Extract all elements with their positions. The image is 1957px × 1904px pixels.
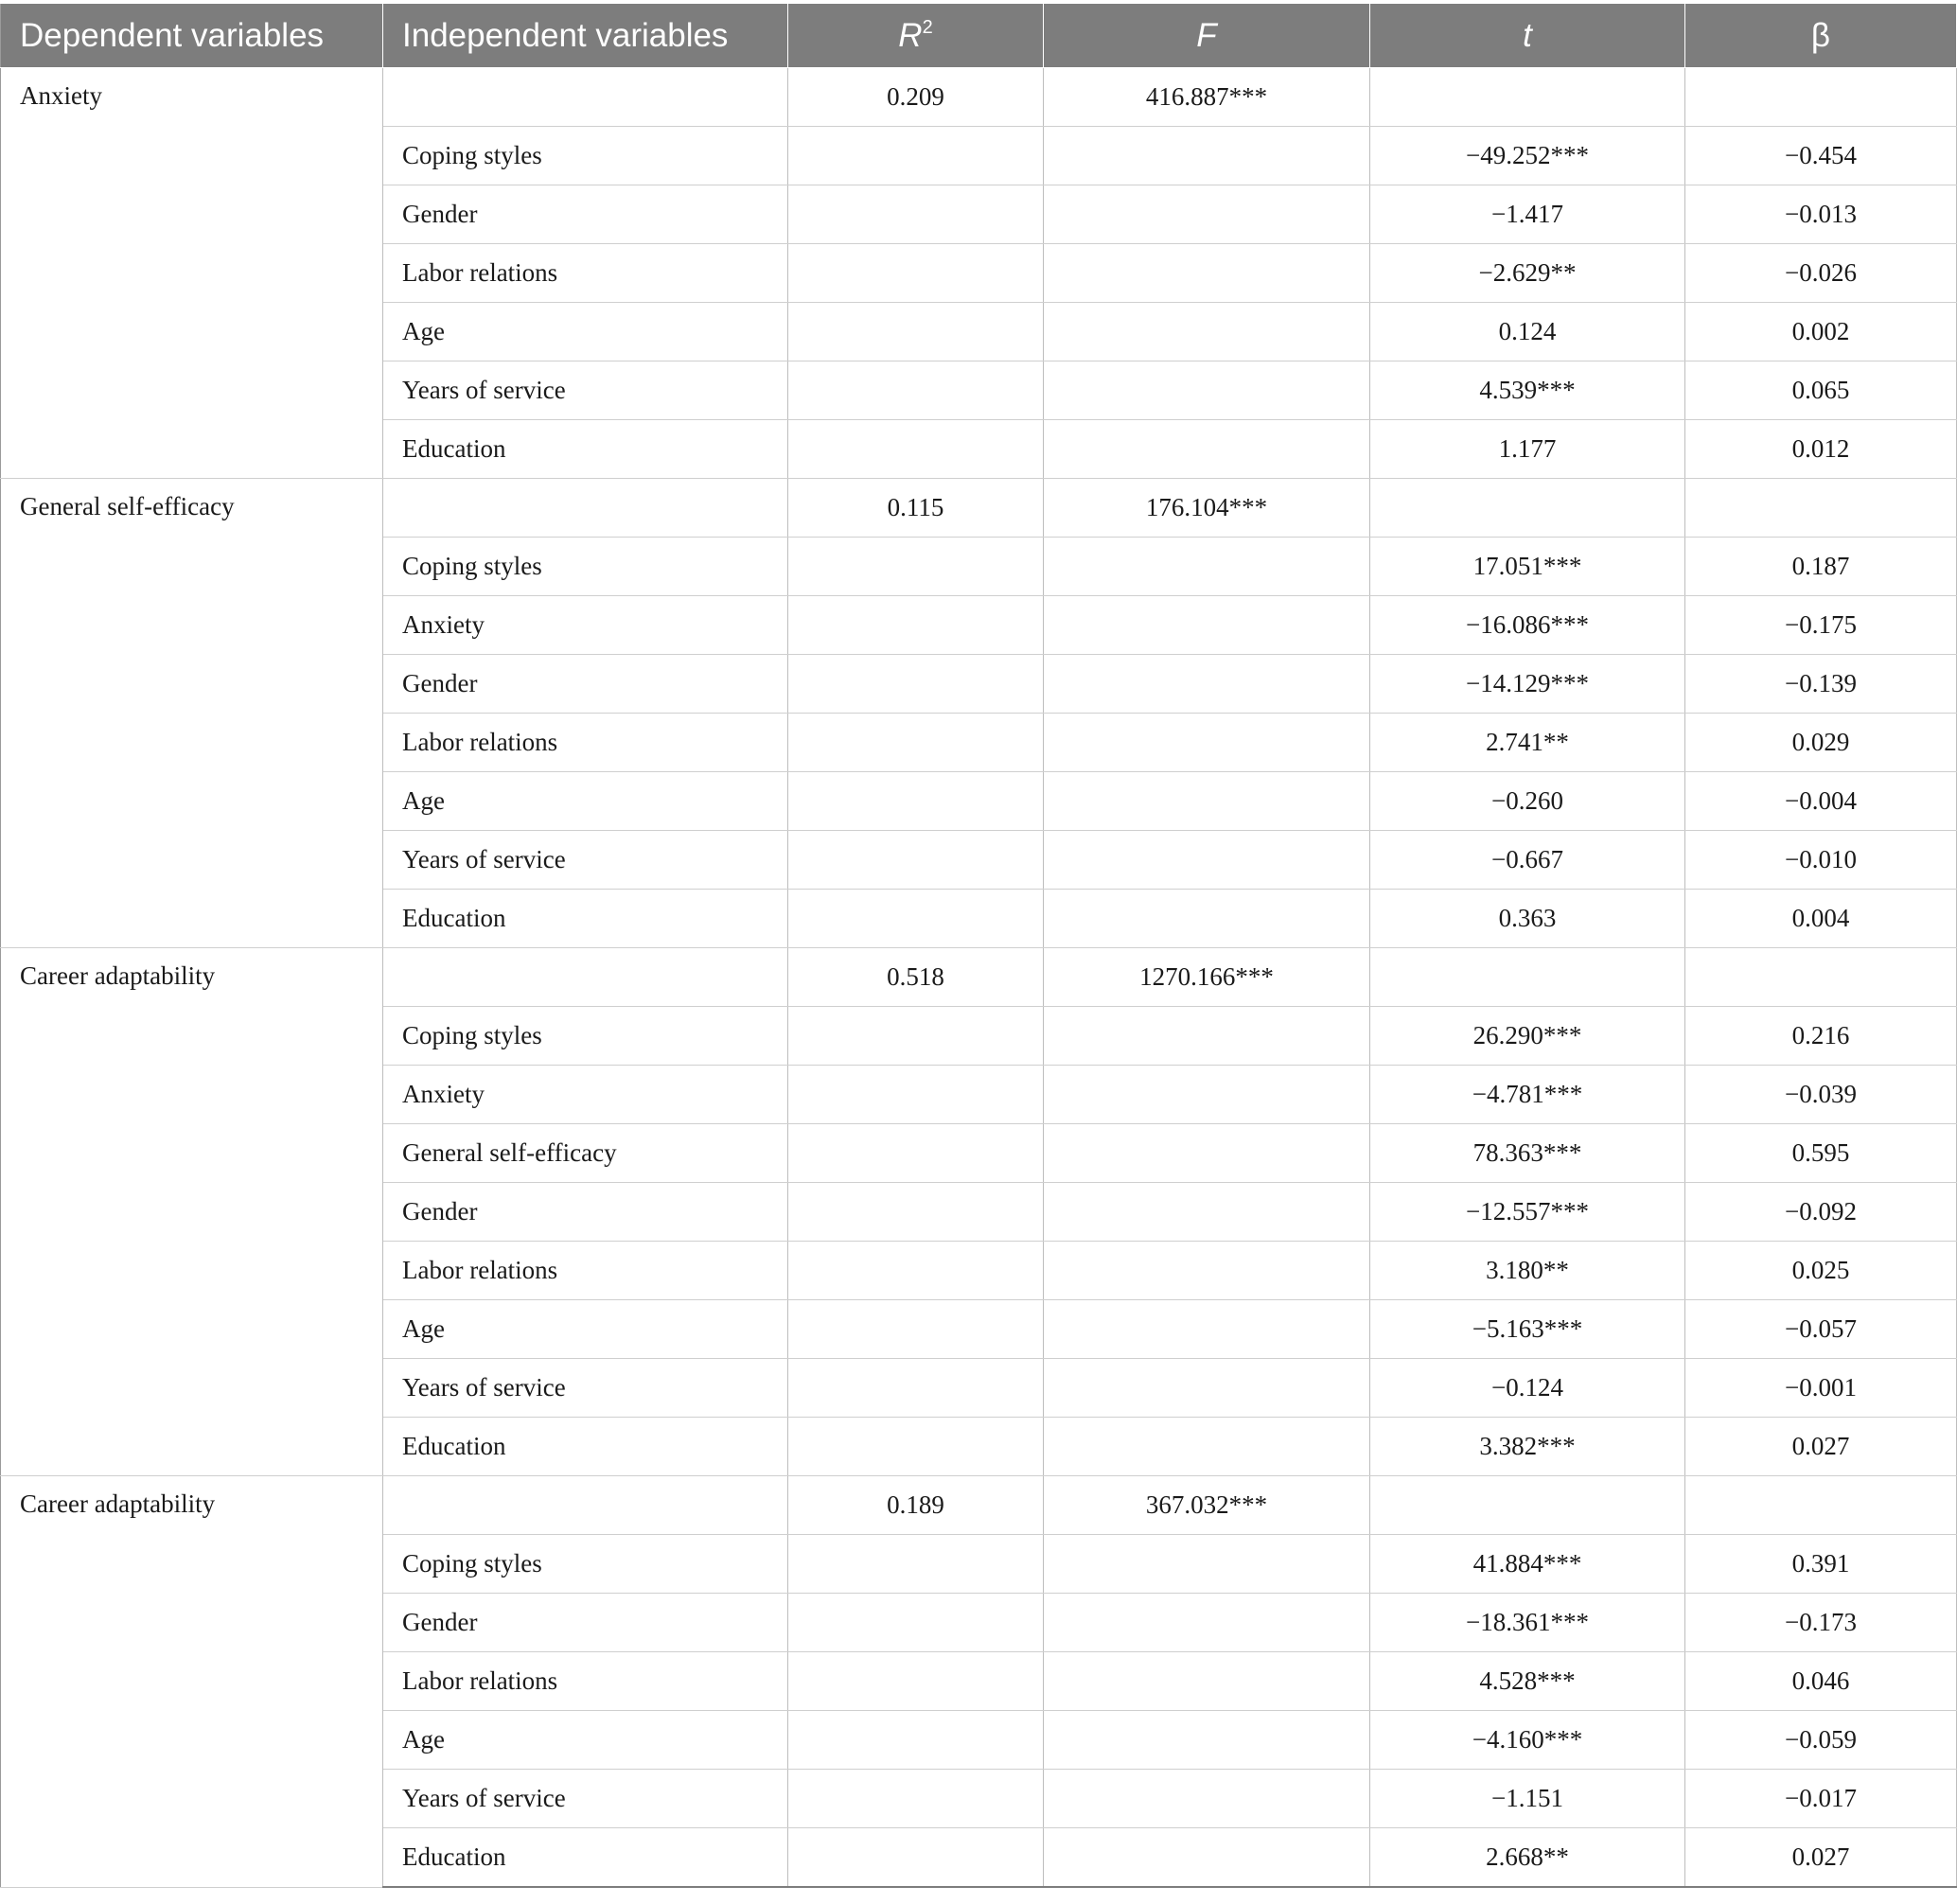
r2-cell bbox=[788, 655, 1044, 714]
t-cell: −14.129*** bbox=[1370, 655, 1685, 714]
dependent-variable-cell: Career adaptability bbox=[1, 948, 383, 1476]
f-cell bbox=[1044, 655, 1370, 714]
t-cell: 4.539*** bbox=[1370, 361, 1685, 420]
f-cell bbox=[1044, 420, 1370, 479]
f-cell: 176.104*** bbox=[1044, 479, 1370, 538]
beta-cell: 0.029 bbox=[1685, 714, 1957, 772]
r2-cell bbox=[788, 890, 1044, 948]
independent-variable-cell: Gender bbox=[383, 1183, 788, 1242]
beta-cell: −0.057 bbox=[1685, 1300, 1957, 1359]
r2-cell bbox=[788, 1828, 1044, 1888]
header-beta: β bbox=[1685, 4, 1957, 68]
t-cell: −0.667 bbox=[1370, 831, 1685, 890]
f-cell bbox=[1044, 185, 1370, 244]
beta-cell: −0.017 bbox=[1685, 1770, 1957, 1828]
dependent-variable-cell: General self-efficacy bbox=[1, 479, 383, 948]
beta-cell: −0.001 bbox=[1685, 1359, 1957, 1418]
beta-cell: 0.027 bbox=[1685, 1418, 1957, 1476]
t-cell: −16.086*** bbox=[1370, 596, 1685, 655]
independent-variable-cell: Age bbox=[383, 1711, 788, 1770]
independent-variable-cell: Education bbox=[383, 1418, 788, 1476]
r2-cell bbox=[788, 538, 1044, 596]
t-cell: −49.252*** bbox=[1370, 127, 1685, 185]
f-cell bbox=[1044, 1711, 1370, 1770]
t-cell: −0.124 bbox=[1370, 1359, 1685, 1418]
independent-variable-cell: Gender bbox=[383, 185, 788, 244]
table-body bbox=[1, 68, 1957, 1888]
t-cell bbox=[1370, 1476, 1685, 1535]
t-cell: 3.382*** bbox=[1370, 1418, 1685, 1476]
f-cell: 416.887*** bbox=[1044, 68, 1370, 127]
r2-cell bbox=[788, 1124, 1044, 1183]
independent-variable-cell: Gender bbox=[383, 655, 788, 714]
table-row bbox=[1, 1476, 1957, 1535]
t-cell: −0.260 bbox=[1370, 772, 1685, 831]
t-cell: 1.177 bbox=[1370, 420, 1685, 479]
table-row bbox=[1, 948, 1957, 1007]
beta-cell bbox=[1685, 948, 1957, 1007]
t-cell: 41.884*** bbox=[1370, 1535, 1685, 1594]
independent-variable-cell bbox=[383, 948, 788, 1007]
r2-cell bbox=[788, 1594, 1044, 1652]
r2-cell bbox=[788, 1007, 1044, 1066]
r2-cell bbox=[788, 303, 1044, 361]
beta-cell: −0.175 bbox=[1685, 596, 1957, 655]
t-cell: 78.363*** bbox=[1370, 1124, 1685, 1183]
t-cell bbox=[1370, 948, 1685, 1007]
r2-cell: 0.189 bbox=[788, 1476, 1044, 1535]
r2-cell bbox=[788, 1418, 1044, 1476]
f-cell bbox=[1044, 1418, 1370, 1476]
independent-variable-cell: Years of service bbox=[383, 1359, 788, 1418]
r2-cell bbox=[788, 244, 1044, 303]
beta-cell: −0.026 bbox=[1685, 244, 1957, 303]
r2-cell bbox=[788, 1770, 1044, 1828]
beta-cell bbox=[1685, 68, 1957, 127]
beta-cell: −0.013 bbox=[1685, 185, 1957, 244]
f-cell bbox=[1044, 1242, 1370, 1300]
independent-variable-cell: Education bbox=[383, 890, 788, 948]
r2-cell: 0.518 bbox=[788, 948, 1044, 1007]
independent-variable-cell: Gender bbox=[383, 1594, 788, 1652]
independent-variable-cell: Coping styles bbox=[383, 1535, 788, 1594]
independent-variable-cell: Coping styles bbox=[383, 538, 788, 596]
independent-variable-cell: Age bbox=[383, 1300, 788, 1359]
beta-cell: −0.173 bbox=[1685, 1594, 1957, 1652]
f-cell bbox=[1044, 1770, 1370, 1828]
header-independent: Independent variables bbox=[383, 4, 788, 68]
f-cell: 1270.166*** bbox=[1044, 948, 1370, 1007]
beta-cell: 0.046 bbox=[1685, 1652, 1957, 1711]
r2-cell bbox=[788, 127, 1044, 185]
f-cell bbox=[1044, 1652, 1370, 1711]
independent-variable-cell: Age bbox=[383, 303, 788, 361]
header-r2 bbox=[788, 4, 1044, 68]
r2-cell bbox=[788, 1066, 1044, 1124]
header-r2-sup: 2 bbox=[922, 16, 933, 38]
f-cell bbox=[1044, 1124, 1370, 1183]
beta-cell: 0.065 bbox=[1685, 361, 1957, 420]
beta-cell: 0.391 bbox=[1685, 1535, 1957, 1594]
independent-variable-cell bbox=[383, 1476, 788, 1535]
beta-cell: 0.595 bbox=[1685, 1124, 1957, 1183]
table-row bbox=[1, 479, 1957, 538]
t-cell: 2.668** bbox=[1370, 1828, 1685, 1888]
dependent-variable-cell: Anxiety bbox=[1, 68, 383, 479]
r2-cell bbox=[788, 1535, 1044, 1594]
t-cell: −4.781*** bbox=[1370, 1066, 1685, 1124]
header-r2-base: R bbox=[898, 16, 923, 54]
independent-variable-cell: Years of service bbox=[383, 361, 788, 420]
independent-variable-cell: Labor relations bbox=[383, 1652, 788, 1711]
f-cell: 367.032*** bbox=[1044, 1476, 1370, 1535]
independent-variable-cell: Years of service bbox=[383, 831, 788, 890]
r2-cell bbox=[788, 1652, 1044, 1711]
beta-cell: −0.139 bbox=[1685, 655, 1957, 714]
dependent-variable-cell: Career adaptability bbox=[1, 1476, 383, 1888]
independent-variable-cell bbox=[383, 68, 788, 127]
t-cell: −12.557*** bbox=[1370, 1183, 1685, 1242]
beta-cell bbox=[1685, 479, 1957, 538]
beta-cell: 0.216 bbox=[1685, 1007, 1957, 1066]
f-cell bbox=[1044, 361, 1370, 420]
beta-cell: 0.025 bbox=[1685, 1242, 1957, 1300]
f-cell bbox=[1044, 1828, 1370, 1888]
independent-variable-cell: Labor relations bbox=[383, 244, 788, 303]
f-cell bbox=[1044, 1300, 1370, 1359]
f-cell bbox=[1044, 244, 1370, 303]
t-cell: 17.051*** bbox=[1370, 538, 1685, 596]
independent-variable-cell: Anxiety bbox=[383, 596, 788, 655]
r2-cell bbox=[788, 420, 1044, 479]
header-row bbox=[1, 4, 1957, 68]
t-cell: −1.151 bbox=[1370, 1770, 1685, 1828]
f-cell bbox=[1044, 127, 1370, 185]
independent-variable-cell: Labor relations bbox=[383, 1242, 788, 1300]
independent-variable-cell: Education bbox=[383, 420, 788, 479]
independent-variable-cell: Labor relations bbox=[383, 714, 788, 772]
f-cell bbox=[1044, 1359, 1370, 1418]
beta-cell: −0.004 bbox=[1685, 772, 1957, 831]
beta-cell: −0.092 bbox=[1685, 1183, 1957, 1242]
t-cell: −1.417 bbox=[1370, 185, 1685, 244]
r2-cell bbox=[788, 1300, 1044, 1359]
independent-variable-cell: Age bbox=[383, 772, 788, 831]
regression-table bbox=[0, 4, 1957, 1888]
f-cell bbox=[1044, 1535, 1370, 1594]
r2-cell bbox=[788, 596, 1044, 655]
f-cell bbox=[1044, 1183, 1370, 1242]
r2-cell bbox=[788, 361, 1044, 420]
t-cell: 3.180** bbox=[1370, 1242, 1685, 1300]
t-cell bbox=[1370, 68, 1685, 127]
f-cell bbox=[1044, 538, 1370, 596]
independent-variable-cell: General self-efficacy bbox=[383, 1124, 788, 1183]
independent-variable-cell: Anxiety bbox=[383, 1066, 788, 1124]
table-header bbox=[1, 4, 1957, 68]
t-cell: 0.363 bbox=[1370, 890, 1685, 948]
r2-cell bbox=[788, 772, 1044, 831]
independent-variable-cell bbox=[383, 479, 788, 538]
t-cell bbox=[1370, 479, 1685, 538]
beta-cell: 0.002 bbox=[1685, 303, 1957, 361]
beta-cell: −0.010 bbox=[1685, 831, 1957, 890]
f-cell bbox=[1044, 596, 1370, 655]
r2-cell bbox=[788, 1359, 1044, 1418]
independent-variable-cell: Coping styles bbox=[383, 127, 788, 185]
independent-variable-cell: Coping styles bbox=[383, 1007, 788, 1066]
r2-cell bbox=[788, 831, 1044, 890]
beta-cell: −0.059 bbox=[1685, 1711, 1957, 1770]
beta-cell: 0.187 bbox=[1685, 538, 1957, 596]
r2-cell bbox=[788, 185, 1044, 244]
t-cell: −18.361*** bbox=[1370, 1594, 1685, 1652]
beta-cell: 0.012 bbox=[1685, 420, 1957, 479]
header-dependent: Dependent variables bbox=[1, 4, 383, 68]
f-cell bbox=[1044, 1066, 1370, 1124]
f-cell bbox=[1044, 831, 1370, 890]
header-f bbox=[1044, 4, 1370, 68]
f-cell bbox=[1044, 890, 1370, 948]
f-cell bbox=[1044, 772, 1370, 831]
t-cell: 26.290*** bbox=[1370, 1007, 1685, 1066]
t-cell: 0.124 bbox=[1370, 303, 1685, 361]
r2-cell: 0.209 bbox=[788, 68, 1044, 127]
header-t-label: t bbox=[1523, 16, 1532, 54]
header-t bbox=[1370, 4, 1685, 68]
f-cell bbox=[1044, 714, 1370, 772]
beta-cell: 0.004 bbox=[1685, 890, 1957, 948]
beta-cell: 0.027 bbox=[1685, 1828, 1957, 1888]
r2-cell bbox=[788, 1242, 1044, 1300]
r2-cell bbox=[788, 714, 1044, 772]
table-row bbox=[1, 68, 1957, 127]
beta-cell bbox=[1685, 1476, 1957, 1535]
f-cell bbox=[1044, 1594, 1370, 1652]
f-cell bbox=[1044, 303, 1370, 361]
f-cell bbox=[1044, 1007, 1370, 1066]
independent-variable-cell: Years of service bbox=[383, 1770, 788, 1828]
t-cell: 4.528*** bbox=[1370, 1652, 1685, 1711]
t-cell: 2.741** bbox=[1370, 714, 1685, 772]
beta-cell: −0.039 bbox=[1685, 1066, 1957, 1124]
r2-cell bbox=[788, 1711, 1044, 1770]
r2-cell: 0.115 bbox=[788, 479, 1044, 538]
beta-cell: −0.454 bbox=[1685, 127, 1957, 185]
t-cell: −2.629** bbox=[1370, 244, 1685, 303]
independent-variable-cell: Education bbox=[383, 1828, 788, 1888]
r2-cell bbox=[788, 1183, 1044, 1242]
t-cell: −4.160*** bbox=[1370, 1711, 1685, 1770]
header-f-label: F bbox=[1196, 16, 1217, 54]
t-cell: −5.163*** bbox=[1370, 1300, 1685, 1359]
